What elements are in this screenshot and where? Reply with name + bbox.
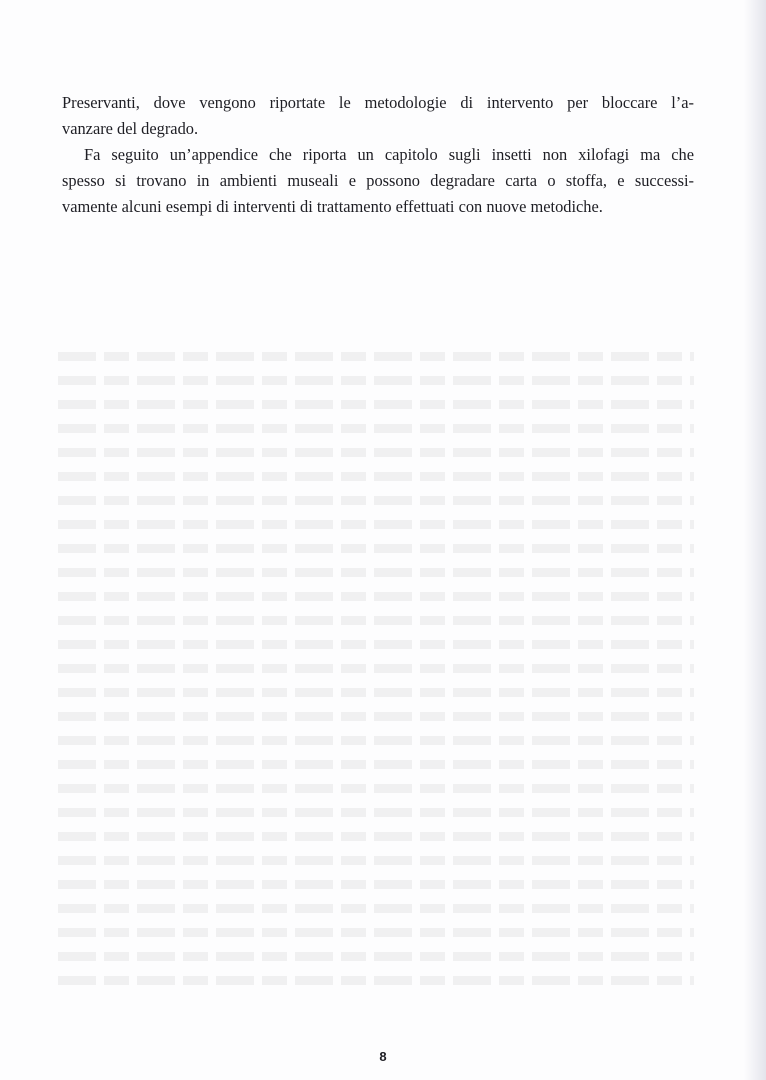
text-line: vamente alcuni esempi di interventi di trattamento effettuati con nuove metodiche. xyxy=(62,197,603,216)
text-line: vanzare del degrado. xyxy=(62,119,199,138)
body-text xyxy=(62,90,694,220)
paragraph-2 xyxy=(62,142,694,220)
bleed-through-text xyxy=(58,352,694,1032)
text-line: spesso si trovano in ambienti museali e possono degradare carta o stoffa, e successi- xyxy=(62,171,694,190)
text-line: Preservanti, dove vengono riportate le metodologie di intervento per bloccare l’a- xyxy=(62,93,694,112)
paragraph-1 xyxy=(62,90,694,142)
page-number: 8 xyxy=(379,1049,387,1064)
text-line: Fa seguito un’appendice che riporta un capitolo sugli insetti non xilofagi ma che xyxy=(84,145,694,164)
page-edge-shadow xyxy=(744,0,766,1080)
